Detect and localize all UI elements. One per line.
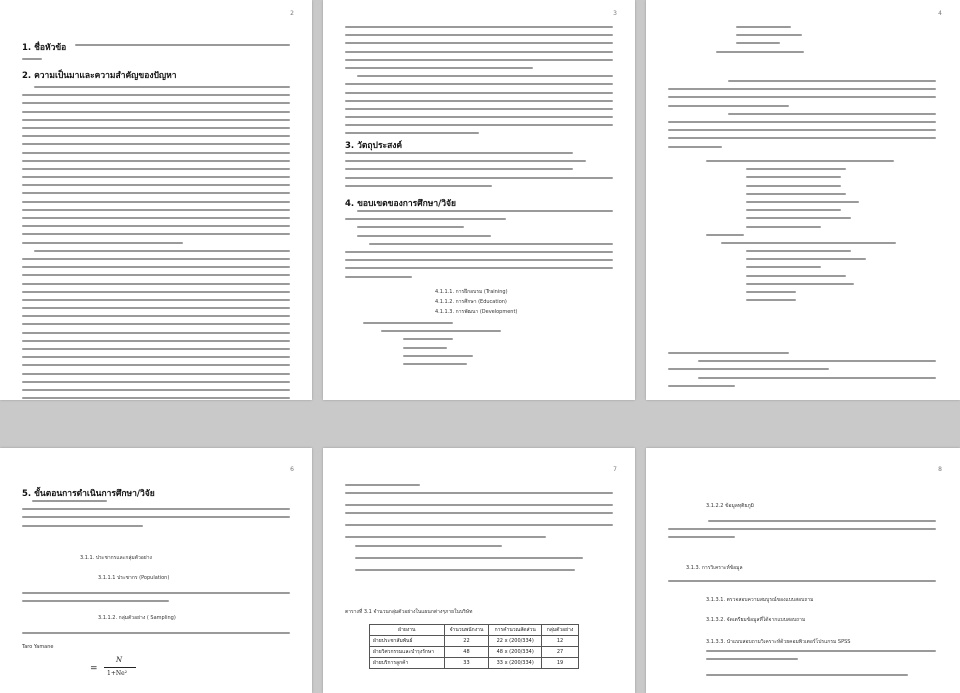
subsection-title: 3.1.3. การวิเคราะห์ข้อมูล	[686, 565, 743, 571]
subsection-title: 3.1.1. ประชากรและกลุ่มตัวอย่าง	[80, 555, 152, 561]
body-text	[22, 86, 290, 400]
body-text	[22, 500, 290, 533]
outline-item: 4.1.1.2. การศึกษา (Education)	[435, 299, 507, 305]
page-number: 7	[613, 466, 617, 473]
table-header: การคำนวณสัดส่วน	[489, 625, 542, 636]
table-row: ฝ่ายประชาสัมพันธ์ 22 22 x (200/334) 12	[370, 636, 579, 647]
outline-item: 4.1.1.3. การพัฒนา (Development)	[435, 309, 518, 315]
yamane-formula: = N 1+Ne²	[90, 656, 128, 677]
section-heading-2: 2. ความเป็นมาและความสำคัญของปัญหา	[22, 71, 177, 81]
table-header: กลุ่มตัวอย่าง	[542, 625, 579, 636]
document-page-8	[646, 448, 960, 693]
sub-outline	[363, 322, 563, 371]
body-text	[668, 80, 936, 154]
analysis-step: 3.1.3.2. จัดเตรียมข้อมูลที่ได้จากแบบสอบถาม	[706, 617, 806, 623]
table-row: ฝ่ายวิศวกรรมและบำรุงรักษา 48 48 x (200/334) 27	[370, 647, 579, 658]
page-number: 2	[290, 10, 294, 17]
page-number: 3	[613, 10, 617, 17]
table-row: ฝ่ายบริการลูกค้า 33 33 x (200/334) 19	[370, 658, 579, 669]
outline-item: 4.1.1.1. การฝึกอบรม (Training)	[435, 289, 508, 295]
table-header: จำนวนพนักงาน	[444, 625, 489, 636]
document-page-7	[323, 448, 635, 693]
analysis-step: 3.1.3.3. นำแบบสอบถามวิเคราะห์ด้วยคอมพิวเตอร์โปรแกรม SPSS	[706, 639, 851, 645]
scope-text	[345, 210, 613, 284]
table-caption: ตารางที่ 3.1 จำนวนกลุ่มตัวอย่างในแผนกต่างๆภายในบริษัท	[345, 609, 473, 615]
sample-table	[369, 624, 579, 669]
body-text-2	[668, 352, 936, 393]
subsection-title: 3.1.2.2 ข้อมูลทุติยภูมิ	[706, 503, 754, 509]
subsection-title: 3.1.1.2. กลุ่มตัวอย่าง ( Sampling)	[98, 615, 176, 621]
section-heading-3: 3. วัตถุประสงค์	[345, 141, 403, 151]
section-heading-1: 1. ชื่อหัวข้อ	[22, 43, 67, 53]
section-heading-4: 4. ขอบเขตของการศึกษา/วิจัย	[345, 199, 456, 209]
document-page-6	[0, 448, 312, 693]
body-text	[345, 484, 613, 577]
formula-numerator: N	[116, 656, 123, 664]
section-heading-5: 5. ขั้นตอนการดำเนินการศึกษา/วิจัย	[22, 489, 155, 499]
formula-source: Taro Yamane	[22, 644, 54, 650]
formula-denominator: 1+Ne²	[107, 670, 128, 677]
subsection-title: 3.1.1.1 ประชากร (Population)	[98, 575, 170, 581]
table-header: ฝ่ายงาน	[370, 625, 445, 636]
body-text	[345, 26, 613, 141]
page-number: 4	[938, 10, 942, 17]
outline-block	[706, 26, 926, 59]
outline-block	[686, 160, 936, 307]
objectives-list	[345, 152, 613, 193]
document-page-3	[323, 0, 635, 400]
document-page-2	[0, 0, 312, 400]
page-number: 8	[938, 466, 942, 473]
page-number: 6	[290, 466, 294, 473]
document-page-4	[646, 0, 960, 400]
analysis-step: 3.1.3.1. ตรวจสอบความสมบูรณ์ของแบบสอบถาม	[706, 597, 814, 603]
